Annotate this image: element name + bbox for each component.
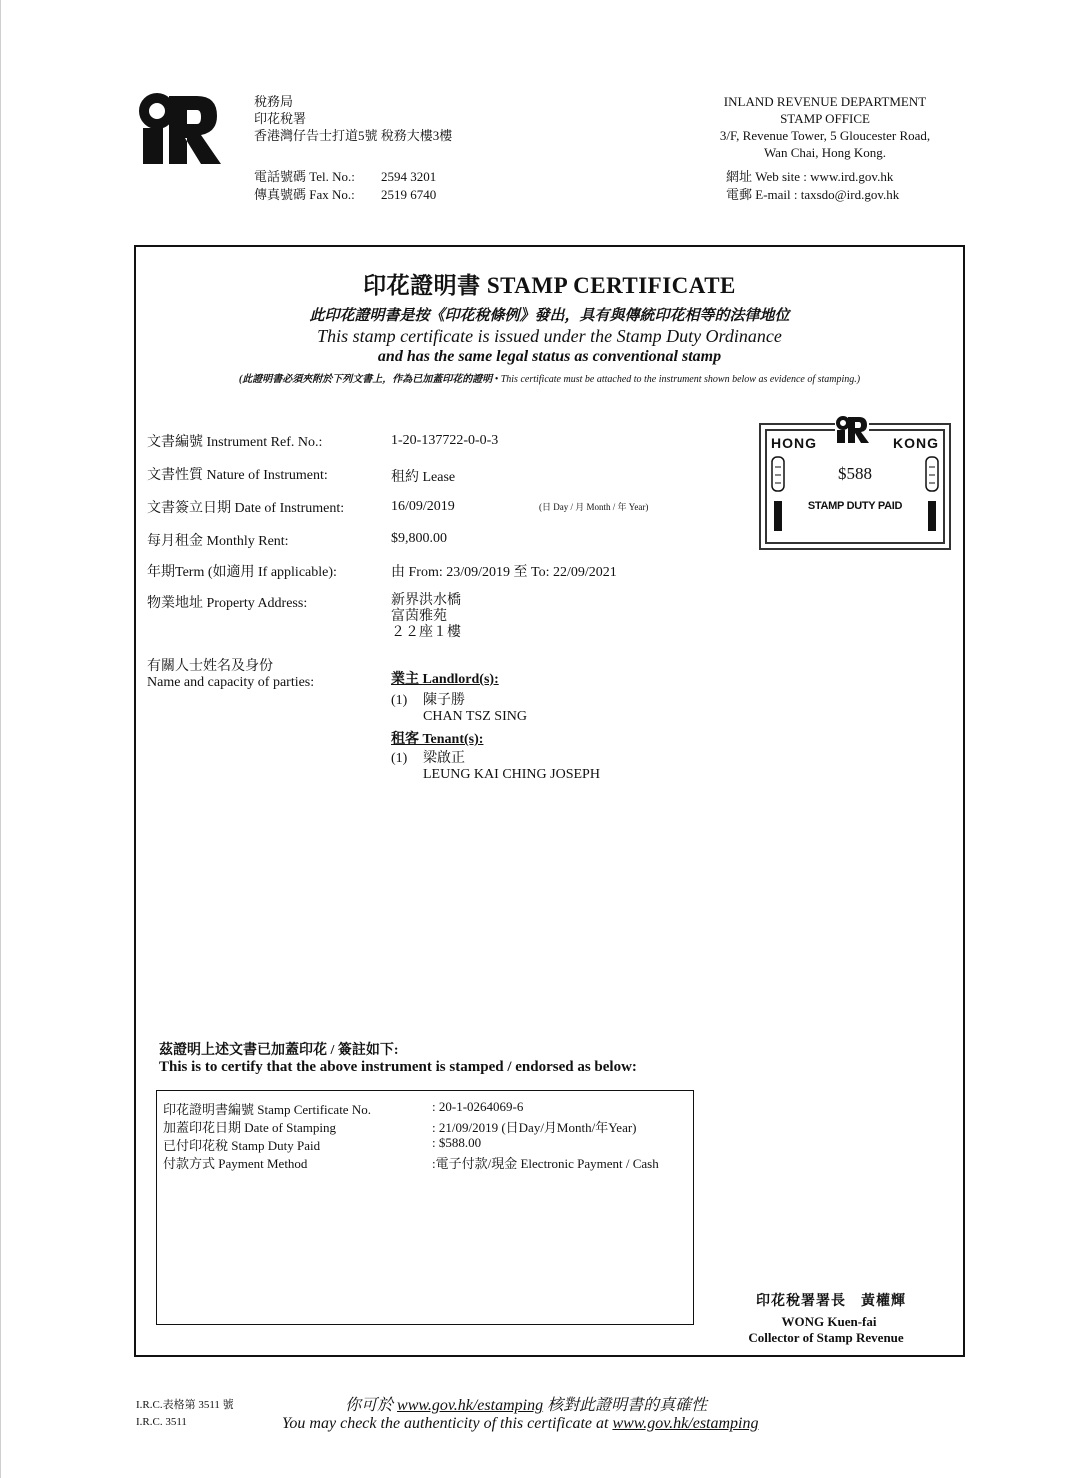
certify-statement-zh: 茲證明上述文書已加蓋印花 / 簽註如下: — [159, 1043, 399, 1058]
stamping-date-value: : 21/09/2019 (日Day/月Month/年Year) — [432, 1120, 637, 1135]
attach-note-en: • This certificate must be attached to the instrument shown below as evidence of stamping.) — [492, 374, 861, 385]
tel-number: 2594 3201 — [381, 169, 437, 184]
term-label: 年期Term (如適用 If applicable): — [147, 565, 337, 580]
stamping-date-label: 加蓋印花日期 Date of Stamping — [163, 1120, 336, 1135]
office-name-zh: 印花稅署 — [254, 111, 307, 126]
parties-label-en: Name and capacity of parties: — [147, 675, 315, 690]
header-address-en — [690, 93, 960, 161]
signature-name: WONG Kuen-fai — [781, 1314, 877, 1329]
landlord-heading: 業主 Landlord(s): — [391, 672, 499, 687]
signature-title-zh: 印花稅署署長 黃權輝 — [756, 1294, 906, 1309]
address-line: ２２座１樓 — [391, 625, 461, 640]
tel-label: 電話號碼 Tel. No.: — [254, 169, 355, 184]
stamp-amount: $588 — [838, 464, 872, 483]
form-number-zh: I.R.C.表格第 3511 號 — [136, 1399, 234, 1411]
address-line: 富茵雅苑 — [391, 609, 447, 624]
fax-number: 2519 6740 — [381, 187, 437, 202]
header-address-zh — [254, 93, 452, 144]
duty-paid-value: : $588.00 — [432, 1135, 482, 1150]
landlord-name-en: CHAN TSZ SING — [423, 709, 527, 724]
authenticity-note-en — [282, 1415, 759, 1433]
certificate-subtitle-zh: 此印花證明書是按《印花稅條例》發出，具有與傳統印花相等的法律地位 — [309, 308, 790, 324]
certify-statement-en: This is to certify that the above instrument is stamped / endorsed as below: — [159, 1059, 637, 1075]
address-line: 新界洪水橋 — [391, 593, 461, 608]
authenticity-note-zh — [345, 1392, 707, 1415]
stamping-details-box — [156, 1090, 694, 1325]
certificate-frame — [134, 245, 965, 1357]
form-number — [136, 1397, 234, 1431]
authenticity-en-prefix: You may check the authenticity of this certificate at — [282, 1415, 613, 1432]
term-value: 由 From: 23/09/2019 至 To: 22/09/2021 — [391, 565, 617, 580]
estamping-link-zh[interactable]: www.gov.hk/estamping — [397, 1397, 544, 1414]
form-number-en: I.R.C. 3511 — [136, 1416, 187, 1428]
stamp-left-ornament-icon — [771, 455, 785, 535]
tenant-index: (1) — [391, 751, 408, 766]
cert-no-label: 印花證明書編號 Stamp Certificate No. — [163, 1102, 371, 1117]
date-label: 文書簽立日期 Date of Instrument: — [147, 501, 345, 516]
stamp-right-ornament-icon — [925, 455, 939, 535]
address-en-line-1: 3/F, Revenue Tower, 5 Gloucester Road, — [719, 128, 931, 143]
dept-name-zh: 稅務局 — [254, 94, 294, 109]
rent-label: 每月租金 Monthly Rent: — [147, 534, 289, 549]
authenticity-zh-suffix: 核對此證明書的真確性 — [543, 1397, 708, 1414]
ref-value: 1-20-137722-0-0-3 — [391, 433, 499, 448]
landlord-name-zh: 陳子勝 — [423, 693, 465, 708]
nature-value: 租約 Lease — [391, 470, 456, 485]
parties-label-zh: 有關人士姓名及身份 — [147, 659, 273, 674]
duty-paid-label: 已付印花稅 Stamp Duty Paid — [163, 1138, 321, 1153]
landlord-entry — [391, 693, 527, 725]
ird-logo — [139, 92, 221, 164]
header-web — [726, 168, 899, 204]
stamp-kong: KONG — [893, 435, 939, 451]
property-address — [391, 593, 461, 641]
tenant-entry — [391, 751, 600, 783]
website[interactable]: 網址 Web site : www.ird.gov.hk — [726, 169, 894, 184]
tenant-name-zh: 梁啟正 — [423, 751, 465, 766]
rent-value: $9,800.00 — [391, 531, 447, 546]
address-en-line-2: Wan Chai, Hong Kong. — [763, 145, 887, 160]
attach-note-zh: (此證明書必須夾附於下列文書上，作為已加蓋印花的證明 — [238, 374, 493, 385]
attach-note — [140, 370, 959, 385]
parties-label — [147, 659, 314, 691]
cert-no-value: : 20-1-0264069-6 — [432, 1099, 524, 1114]
stamp-paid-label: STAMP DUTY PAID — [807, 500, 903, 512]
payment-method-label: 付款方式 Payment Method — [163, 1156, 308, 1171]
stamp-duty-paid-stamp — [759, 423, 951, 550]
authenticity-zh-prefix: 你可於 — [345, 1397, 398, 1414]
tenant-name-en: LEUNG KAI CHING JOSEPH — [423, 767, 600, 782]
certificate-subtitle-en-1: This stamp certificate is issued under the Stamp Duty Ordinance — [317, 326, 782, 346]
certificate-title: 印花證明書 STAMP CERTIFICATE — [363, 273, 736, 298]
header-contact — [254, 168, 454, 204]
dept-name-en: INLAND REVENUE DEPARTMENT — [723, 94, 927, 109]
date-format-hint: (日 Day / 月 Month / 年 Year) — [539, 502, 649, 512]
landlord-index: (1) — [391, 693, 408, 708]
nature-label: 文書性質 Nature of Instrument: — [147, 468, 328, 483]
stamp-ird-logo-icon — [835, 415, 869, 443]
address-zh: 香港灣仔告士打道5號 稅務大樓3樓 — [254, 128, 453, 143]
email[interactable]: 電郵 E-mail : taxsdo@ird.gov.hk — [726, 187, 900, 202]
page-edge — [0, 0, 1, 1478]
certificate-subtitle-en-2: and has the same legal status as conventional stamp — [377, 348, 722, 365]
payment-method-value: :電子付款/現金 Electronic Payment / Cash — [432, 1156, 659, 1171]
estamping-link-en[interactable]: www.gov.hk/estamping — [612, 1415, 759, 1432]
fax-label: 傳真號碼 Fax No.: — [254, 187, 355, 202]
tenant-heading: 租客 Tenant(s): — [391, 732, 484, 747]
date-value: 16/09/2019 — [391, 499, 455, 514]
signature-title-en: Collector of Stamp Revenue — [748, 1330, 904, 1345]
office-name-en: STAMP OFFICE — [780, 111, 870, 126]
stamp-hong: HONG — [771, 435, 817, 451]
address-label: 物業地址 Property Address: — [147, 596, 308, 611]
ref-label: 文書編號 Instrument Ref. No.: — [147, 435, 323, 450]
